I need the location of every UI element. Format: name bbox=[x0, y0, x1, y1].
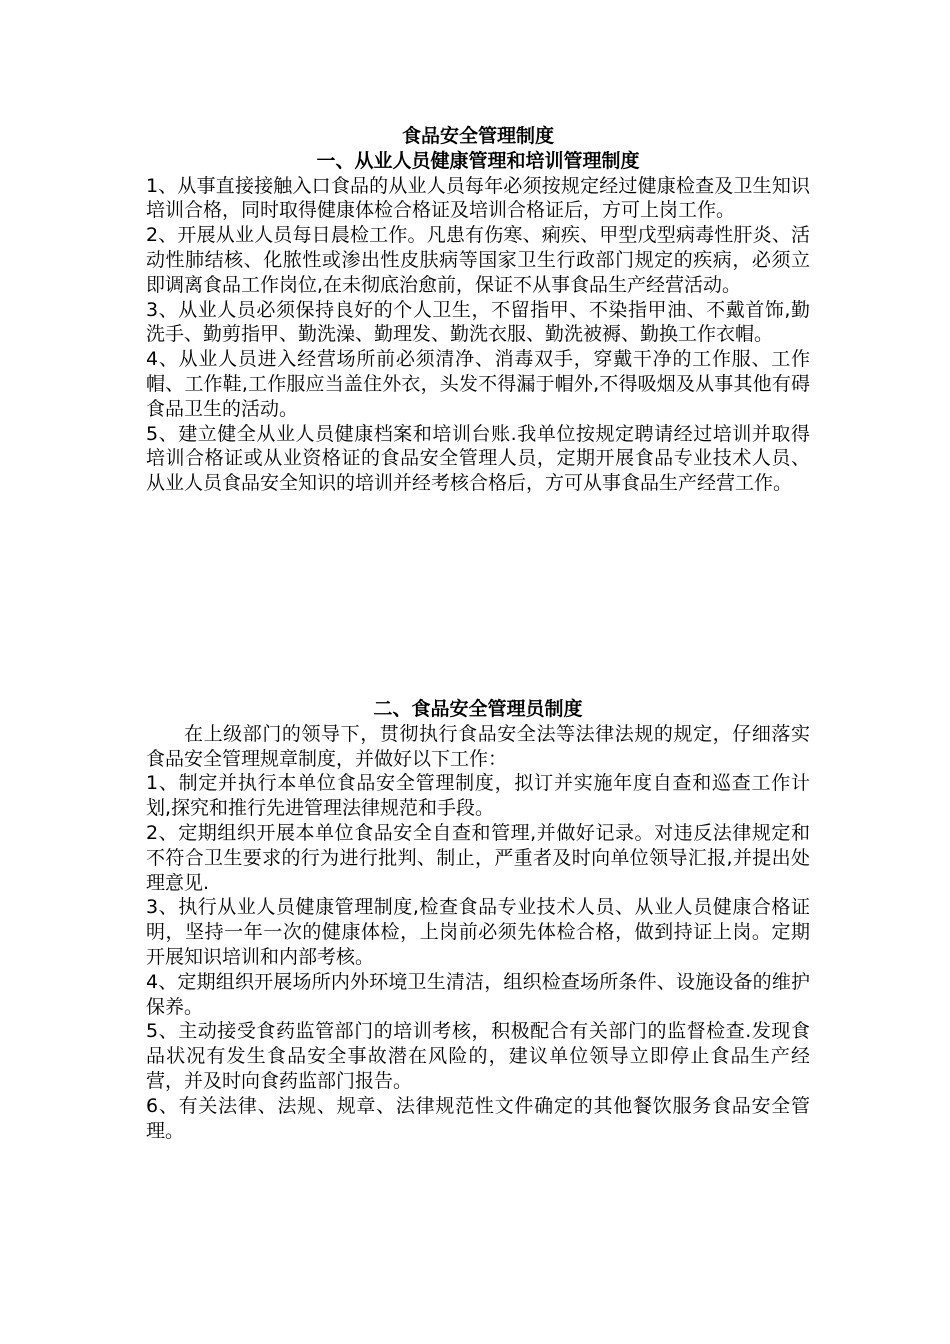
section-2-intro: 在上级部门的领导下，贯彻执行食品安全法等法律法规的规定，仔细落实食品安全管理规章制度，并做好以下工作： bbox=[146, 722, 810, 770]
section-1-item-4: 4、从业人员进入经营场所前必须清净、消毒双手，穿戴干净的工作服、工作帽、工作鞋,工作服应当盖住外衣，头发不得漏于帽外,不得吸烟及从事其他有碍食品卫生的活动。 bbox=[146, 348, 810, 420]
section-1 bbox=[146, 124, 810, 496]
section-1-heading: 一、从业人员健康管理和培训管理制度 bbox=[316, 149, 640, 172]
section-1-item-5: 5、建立健全从业人员健康档案和培训台账.我单位按规定聘请经过培训并取得培训合格证或从业资格证的食品安全管理人员，定期开展食品专业技术人员、从业人员食品安全知识的培训并经考核合格后，方可从事食品生产经营工作。 bbox=[146, 422, 810, 495]
section-1-item-3: 3、从业人员必须保持良好的个人卫生，不留指甲、不染指甲油、不戴首饰,勤洗手、勤剪指甲、勤洗澡、勤理发、勤洗衣服、勤洗被褥、勤换工作衣帽。 bbox=[146, 298, 810, 346]
section-2 bbox=[146, 697, 810, 1143]
document-title: 食品安全管理制度 bbox=[401, 125, 554, 147]
section-2-item-5: 5、主动接受食药监管部门的培训考核，积极配合有关部门的监督检查.发现食品状况有发生食品安全事故潜在风险的，建议单位领导立即停止食品生产经营，并及时向食药监部门报告。 bbox=[146, 1020, 810, 1092]
section-2-heading: 二、食品安全管理员制度 bbox=[373, 698, 583, 720]
section-1-item-2: 2、开展从业人员每日晨检工作。凡患有伤寒、痢疾、甲型戊型病毒性肝炎、活动性肺结核、化脓性或渗出性皮肤病等国家卫生行政部门规定的疾病，必须立即调离食品工作岗位,在未彻底治愈前，保证不从事食品生产经营活动。 bbox=[146, 224, 810, 296]
section-2-item-2: 2、定期组织开展本单位食品安全自查和管理,并做好记录。对违反法律规定和不符合卫生要求的行为进行批判、制止，严重者及时向单位领导汇报,并提出处理意见. bbox=[146, 821, 810, 894]
section-2-item-4: 4、定期组织开展场所内外环境卫生清洁，组织检查场所条件、设施设备的维护保养。 bbox=[146, 970, 810, 1018]
section-2-item-3: 3、执行从业人员健康管理制度,检查食品专业技术人员、从业人员健康合格证明，坚持一年一次的健康体检，上岗前必须先体检合格，做到持证上岗。定期开展知识培训和内部考核。 bbox=[146, 896, 810, 968]
section-2-item-6: 6、有关法律、法规、规章、法律规范性文件确定的其他餐饮服务食品安全管理。 bbox=[146, 1094, 810, 1142]
section-2-item-1: 1、制定并执行本单位食品安全管理制度，拟订并实施年度自查和巡查工作计划,探究和推行先进管理法律规范和手段。 bbox=[146, 772, 810, 820]
section-1-item-1: 1、从事直接接触入口食品的从业人员每年必须按规定经过健康检查及卫生知识培训合格，同时取得健康体检合格证及培训合格证后，方可上岗工作。 bbox=[146, 174, 810, 222]
